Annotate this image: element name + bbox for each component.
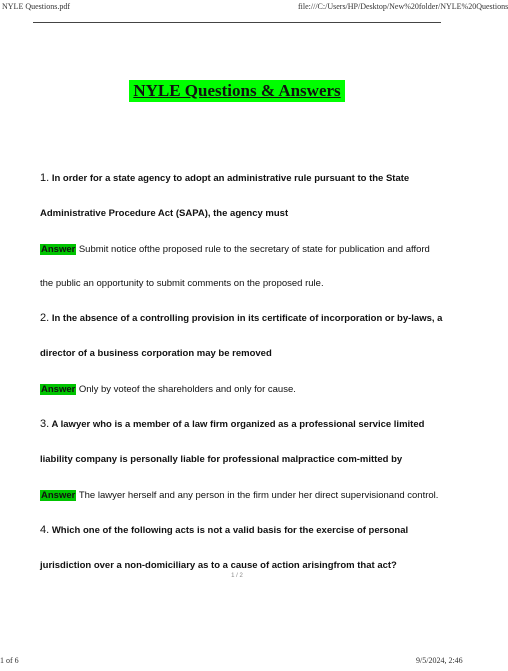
answer-line: the public an opportunity to submit comments on the proposed rule. [40, 278, 324, 289]
qa-content [40, 168, 446, 592]
header-divider [33, 22, 441, 23]
question-line: liability company is personally liable for professional malpractice com-mitted by [40, 454, 403, 465]
answer-line [40, 240, 446, 274]
question-line [40, 308, 446, 344]
print-footer-timestamp: 9/5/2024, 2:46 [416, 656, 463, 665]
question-number: 1. [40, 172, 50, 184]
qa-item-2 [40, 308, 446, 414]
question-number: 3. [40, 418, 50, 430]
answer-text: Only by voteof the shareholders and only for cause. [78, 384, 296, 395]
print-footer [0, 656, 474, 670]
answer-text: The lawyer herself and any person in the firm under her direct supervisionand control. [78, 490, 439, 501]
answer-label: Answer [41, 384, 76, 395]
question-line [40, 520, 446, 556]
qa-item-1 [40, 168, 446, 308]
print-header [0, 0, 508, 14]
question-line [40, 414, 446, 450]
answer-line [40, 486, 446, 520]
print-header-filename: NYLE Questions.pdf [2, 2, 70, 11]
question-line: jurisdiction over a non-domiciliary as to a cause of action arisingfrom that act? [40, 560, 397, 571]
page-indicator: 1 / 2 [231, 573, 243, 579]
question-text: In the absence of a controlling provision in its certificate of incorporation or by-laws, a [51, 313, 443, 324]
question-line: director of a business corporation may be removed [40, 348, 272, 359]
answer-label: Answer [41, 490, 76, 501]
question-number: 2. [40, 312, 50, 324]
answer-text: Submit notice ofthe proposed rule to the secretary of state for publication and afford [78, 244, 430, 255]
question-line [40, 168, 446, 204]
qa-item-3 [40, 414, 446, 520]
question-line: Administrative Procedure Act (SAPA), the agency must [40, 208, 289, 219]
print-header-filepath: file:///C:/Users/HP/Desktop/New%20folder/NYLE%20Questions [298, 2, 508, 11]
question-number: 4. [40, 524, 50, 536]
question-text: Which one of the following acts is not a valid basis for the exercise of personal [51, 525, 409, 536]
question-text: In order for a state agency to adopt an administrative rule pursuant to the State [51, 173, 410, 184]
title-container [0, 80, 474, 102]
answer-label: Answer [41, 244, 76, 255]
document-title: NYLE Questions & Answers [129, 80, 344, 102]
question-text: A lawyer who is a member of a law firm organized as a professional service limited [51, 419, 425, 430]
print-footer-page-count: 1 of 6 [0, 656, 19, 665]
qa-item-4 [40, 520, 446, 592]
answer-line [40, 380, 446, 414]
